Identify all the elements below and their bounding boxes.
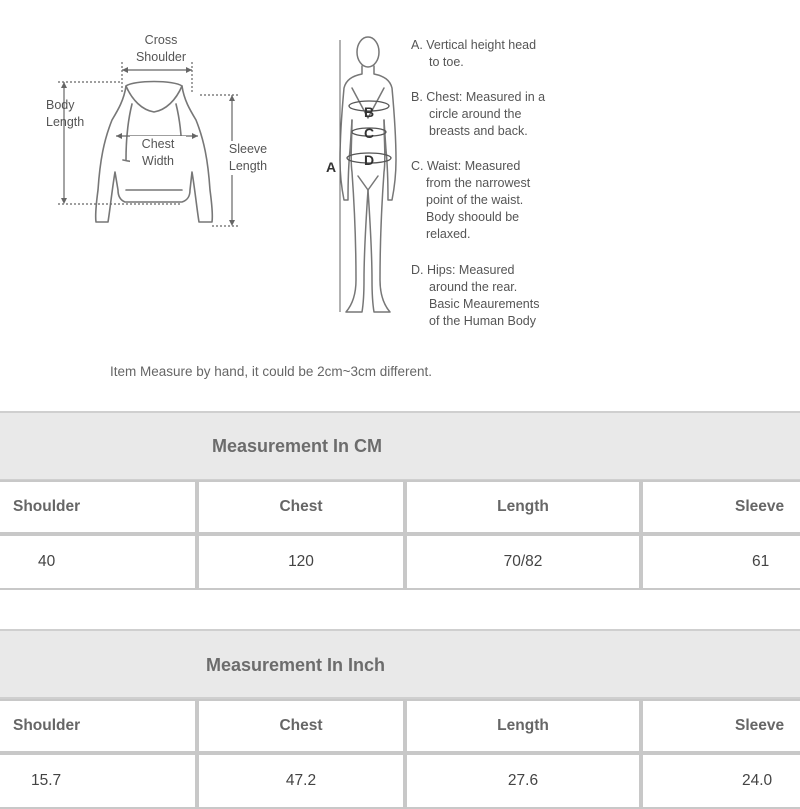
chest-width-label-line2: Width — [142, 154, 174, 168]
table-cm-header-length: Length — [405, 480, 641, 534]
definition-b-line2: circle around the — [429, 107, 522, 121]
definition-c-line1: C. Waist: Measured — [411, 159, 521, 173]
table-cm-title-band — [0, 411, 800, 481]
table-cm-value-chest: 120 — [197, 534, 405, 590]
definition-c-line5: relaxed. — [426, 227, 471, 241]
cross-shoulder-label-line2: Shoulder — [135, 50, 187, 64]
table-cm-value-length: 70/82 — [405, 534, 641, 590]
definition-c — [411, 158, 530, 243]
definition-a — [411, 37, 536, 71]
definition-b — [411, 89, 545, 140]
chest-width-label-line1: Chest — [141, 137, 175, 151]
measurement-note: Item Measure by hand, it could be 2cm~3cm different. — [110, 364, 433, 379]
definition-d-line4: of the Human Body — [429, 314, 537, 328]
body-length-label-line2: Length — [46, 115, 85, 129]
table-inch-value-sleeve: 24.0 — [641, 753, 800, 809]
definition-c-line2: from the narrowest — [426, 176, 531, 190]
sleeve-length-label-line2: Length — [228, 159, 268, 173]
cross-shoulder-label-line1: Cross — [144, 33, 178, 47]
definition-d-line3: Basic Meaurements — [429, 297, 540, 311]
body-marker-d: D — [364, 152, 375, 168]
table-cm-value-shoulder: 40 — [0, 534, 197, 590]
definition-d — [411, 262, 539, 330]
chest-width-label — [130, 136, 186, 170]
definition-d-line1: D. Hips: Measured — [411, 263, 515, 277]
definition-c-line3: point of the waist. — [426, 193, 524, 207]
body-marker-c: C — [364, 125, 375, 141]
body-marker-b: B — [364, 104, 375, 120]
definition-b-line3: breasts and back. — [429, 124, 528, 138]
table-cm-title: Measurement In CM — [212, 436, 383, 456]
body-marker-a: A — [326, 159, 337, 175]
table-inch-value-chest: 47.2 — [197, 753, 405, 809]
definition-a-line1: A. Vertical height head — [411, 38, 537, 52]
human-body-outline — [340, 37, 396, 312]
table-inch-value-length: 27.6 — [405, 753, 641, 809]
table-inch-header-length: Length — [405, 699, 641, 753]
definition-a-line2: to toe. — [429, 55, 464, 69]
sleeve-length-label — [220, 141, 276, 175]
table-inch-header-chest: Chest — [197, 699, 405, 753]
table-cm-header-chest: Chest — [197, 480, 405, 534]
sweater-outline-illustration — [0, 0, 800, 360]
table-inch-header-sleeve: Sleeve — [641, 699, 800, 753]
definition-d-line2: around the rear. — [429, 280, 518, 294]
table-inch-header-shoulder: Shoulder — [0, 699, 197, 753]
sleeve-length-label-line1: Sleeve — [228, 142, 268, 156]
table-cm-header-shoulder: Shoulder — [0, 480, 197, 534]
definition-b-line1: B. Chest: Measured in a — [411, 90, 546, 104]
definition-c-line4: Body shoould be — [426, 210, 520, 224]
table-inch-title-band — [0, 629, 800, 699]
table-inch-value-shoulder: 15.7 — [0, 753, 197, 809]
body-length-label — [46, 97, 106, 131]
table-cm-header-sleeve: Sleeve — [641, 480, 800, 534]
cross-shoulder-label — [126, 32, 196, 66]
body-length-label-line1: Body — [46, 98, 75, 112]
table-cm-value-sleeve: 61 — [641, 534, 800, 590]
table-inch-title: Measurement In Inch — [206, 655, 386, 675]
